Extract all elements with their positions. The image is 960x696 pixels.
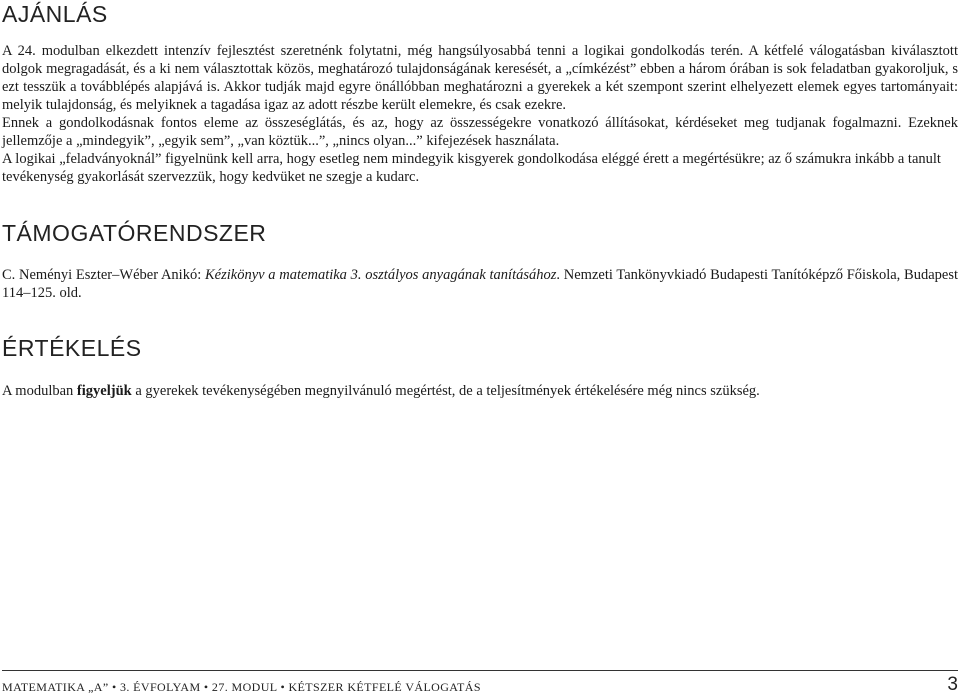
section-heading-ertekeles: ÉRTÉKELÉS — [2, 335, 142, 361]
ajanlas-body — [2, 42, 958, 186]
ajanlas-paragraph-3: A logikai „feladványoknál” figyelnünk kell arra, hogy esetleg nem mindegyik kisgyerek gondolkodása eléggé érett a megértésükre; az ő számukra inkább a tanult tevékenység gyakorlását szervezzük, hogy kedvüket ne szegje a kudarc. — [2, 151, 941, 185]
ertekeles-text-after: a gyerekek tevékenységében megnyilvánuló megértést, de a teljesítmények értékelésére még nincs szükség. — [131, 383, 760, 399]
ertekeles-text-before: A modulban — [2, 383, 77, 399]
footer-running-title: MATEMATIKA „A” • 3. ÉVFOLYAM • 27. MODUL • KÉTSZER KÉTFELÉ VÁLOGATÁS — [2, 680, 481, 694]
section-heading-tamogatorendszer: TÁMOGATÓRENDSZER — [2, 220, 267, 246]
reference-title: Kézikönyv a matematika 3. osztályos anyagának tanításához — [204, 267, 557, 283]
reference-authors: C. Neményi Eszter–Wéber Anikó: — [2, 267, 205, 283]
ertekeles-bold-word: figyeljük — [76, 383, 132, 399]
footer-divider — [2, 670, 958, 671]
reference-citation — [2, 266, 958, 302]
ajanlas-paragraph-1: A 24. modulban elkezdett intenzív fejlesztést szeretnénk folytatni, még hangsúlyosabbá tenni a logikai gondolkodás terén. A kétfelé válogatásban kiválasztott dolgok megragadását, és a ki nem választottak közös, meghatározó tulajdonságának keresését, a „címkézést” ebben a három órában is sok feladatban gyakoroljuk, s ezt tesszük a továbblépés alapjává is. Akkor tudják majd egyre önállóbban meghatározni a gyerekek a két szempont szerint elhelyezett elemek egyes tartományait: melyik tulajdonság, és melyiknek a tagadása igaz az adott részbe került elemekre, és csak ezekre. — [2, 43, 958, 113]
ertekeles-paragraph — [2, 382, 958, 400]
tamogatorendszer-body — [2, 266, 958, 302]
section-heading-ajanlas: AJÁNLÁS — [2, 1, 108, 27]
reference-publisher: . Nemzeti Tankönyvkiadó Budapesti Tanítóképző Főiskola, Budapest 114–125. old. — [2, 267, 959, 301]
ajanlas-paragraph-2: Ennek a gondolkodásnak fontos eleme az összeséglátás, és az, hogy az összességekre vonatkozó állításokat, kérdéseket meg tudjanak fogalmazni. Ezeknek jellemzője a „mindegyik”, „egyik sem”, „van köztük...”, „nincs olyan...” kifejezések használata. — [2, 115, 958, 149]
ertekeles-body — [2, 382, 958, 400]
page-number: 3 — [947, 674, 958, 695]
